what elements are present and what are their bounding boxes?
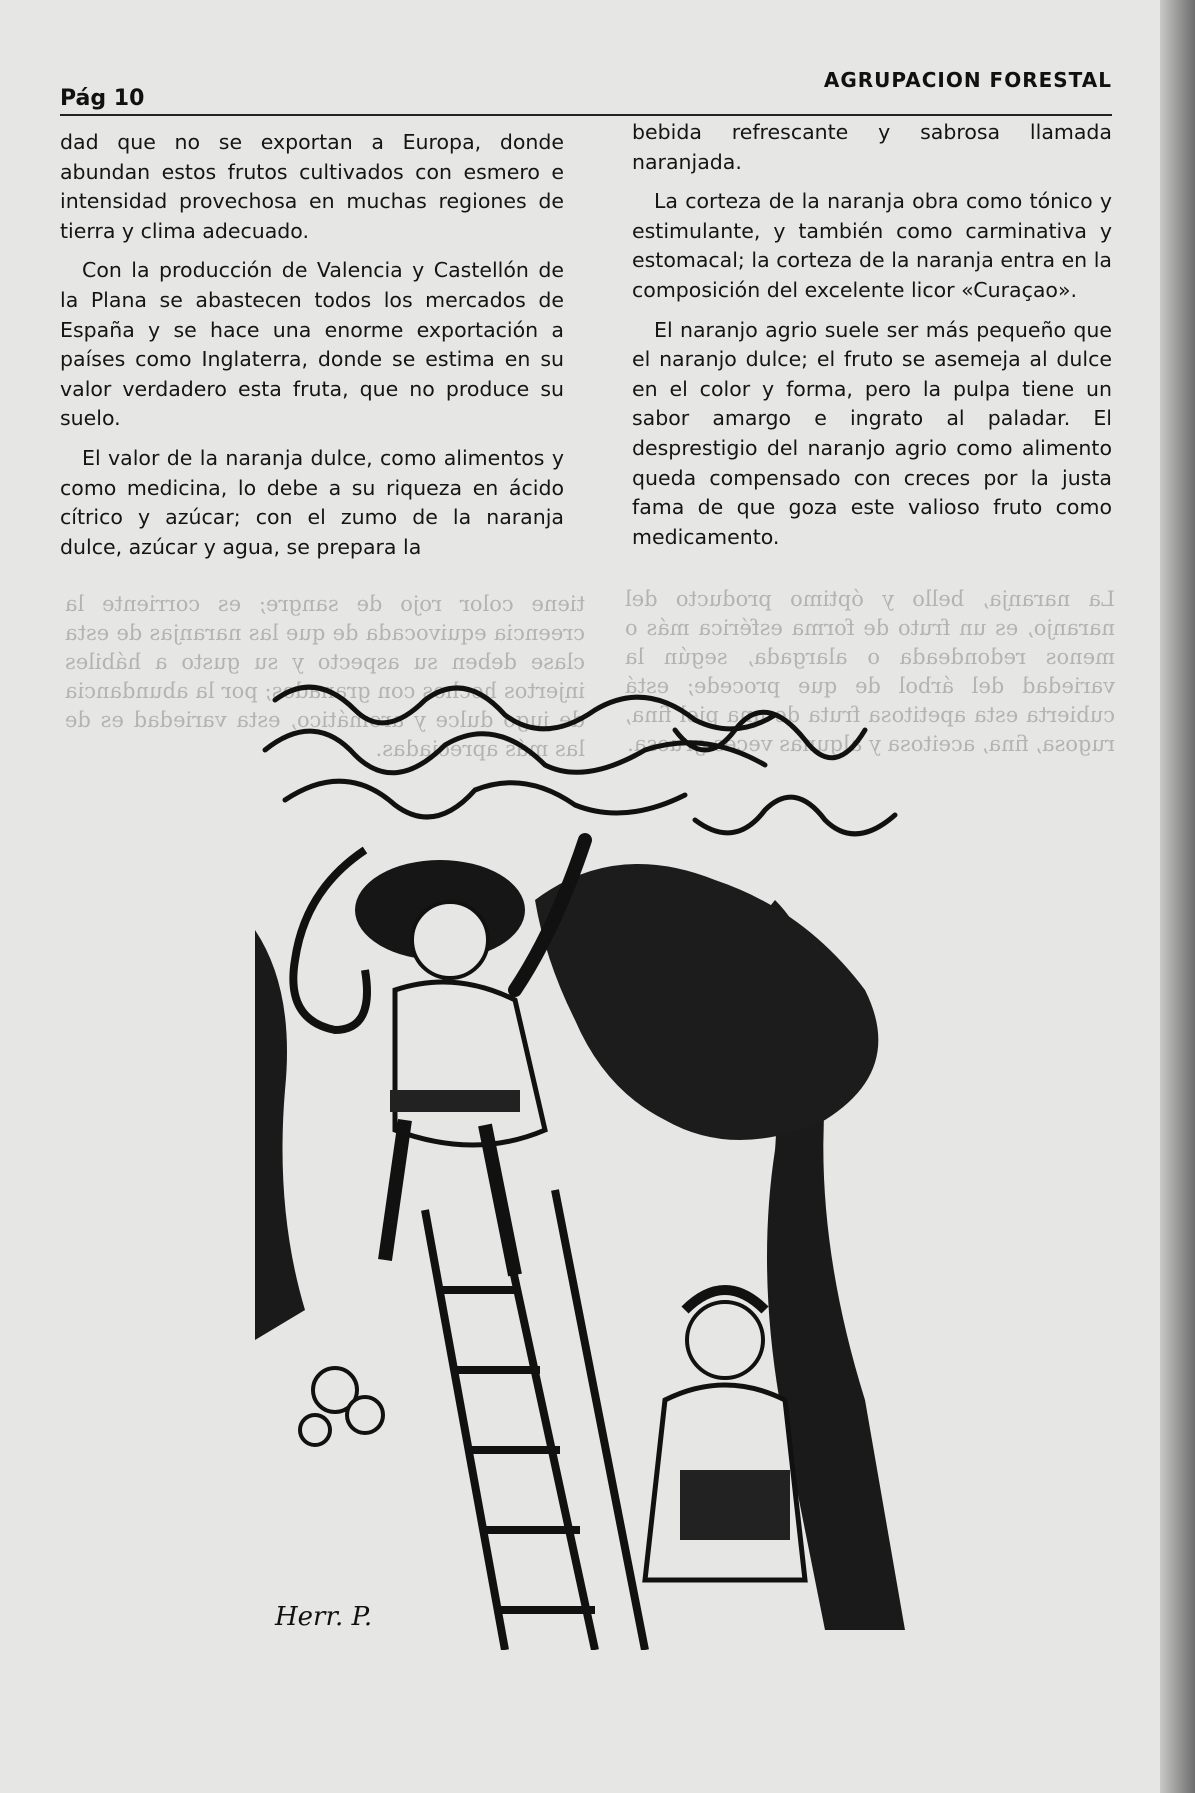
right-column bbox=[632, 118, 1112, 562]
paragraph: dad que no se exportan a Europa, donde abundan estos frutos cultivados con esmero e intensidad provechosa en muchas regiones de tierra y clima adecuado. bbox=[60, 130, 564, 243]
page-number: Pág 10 bbox=[60, 86, 145, 111]
paragraph: bebida refrescante y sabrosa llamada naranjada. bbox=[632, 120, 1112, 174]
hanging-branch bbox=[293, 850, 367, 1030]
artist-signature: Herr. P. bbox=[275, 1602, 373, 1632]
foliage-mass bbox=[535, 864, 878, 1140]
ladder bbox=[425, 1190, 645, 1650]
orange-harvest-illustration bbox=[255, 670, 975, 1650]
show-through-text-right: La naranja, bello y óptimo producto del naranjo, es un fruto de forma esférica más o menos redondeada o alargada, según la variedad del árbol de que procede; está cubierta esta apetitosa fruta de una piel fina, rugosa, fina, aceitosa y algunas veces gruesa. bbox=[625, 587, 1115, 756]
left-column bbox=[60, 128, 564, 572]
show-through-text-left: tiene color rojo de sangre; es corriente la creencia equivocada de que las naranjas de esta clase deben su aspecto y su gusto a hábiles injertos hechos con granados; por la abundancia de jugo dulce y aromático, esta variedad es de las más apreciadas. bbox=[65, 592, 585, 761]
paragraph: Con la producción de Valencia y Castellón de la Plana se abastecen todos los mercados de España y se hace una enorme exportación a países como Inglaterra, donde se estima en su valor verdadero esta fruta, que no produce su suelo. bbox=[60, 258, 564, 431]
orange-fruits bbox=[300, 1368, 383, 1445]
page-header bbox=[60, 68, 1112, 116]
paragraph: La corteza de la naranja obra como tónico y estimulante, y también como carminativa y estomacal; la corteza de la naranja entra en la composición del excelente licor «Curaçao». bbox=[632, 189, 1112, 302]
paragraph: El naranjo agrio suele ser más pequeño que el naranjo dulce; el fruto se asemeja al dulce en el color y forma, pero la pulpa tiene un sabor amargo e ingrato al paladar. El desprestigio del naranjo agrio como alimento queda compensado con creces por la justa fama de que goza este valioso fruto como medicamento. bbox=[632, 317, 1112, 549]
illustration-drawing bbox=[255, 670, 975, 1650]
tree-canopy bbox=[265, 687, 895, 834]
paragraph: El valor de la naranja dulce, como alimentos y como medicina, lo debe a su riqueza en ácido cítrico y azúcar; con el zumo de la naranja dulce, azúcar y agua, se prepara la bbox=[60, 445, 564, 559]
page-edge-shadow bbox=[1160, 0, 1195, 1793]
magazine-title: AGRUPACION FORESTAL bbox=[823, 68, 1112, 92]
